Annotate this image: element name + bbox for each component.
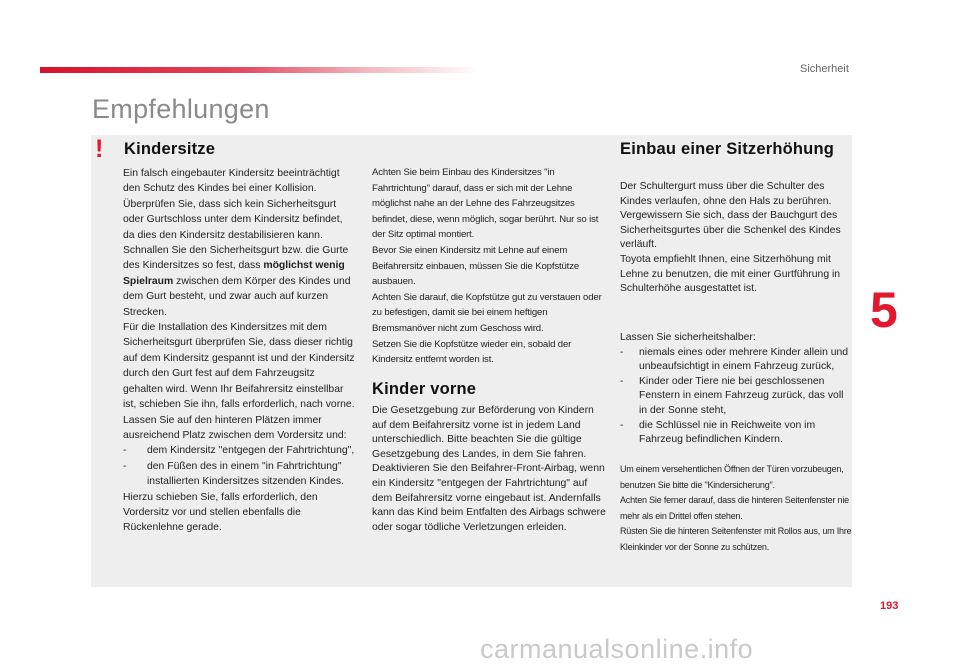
list-item: - die Schlüssel nie in Reichweite von im Fahrzeug befindlichen Kindern.	[620, 419, 816, 446]
list-item: - niemals eines oder mehrere Kinder allein und unbeaufsichtigt in einem Fahrzeug zurück,	[620, 346, 849, 373]
einbau-p5: Um einem versehentlichen Öffnen der Türen vorzubeugen, benutzen Sie bitte die "Kindersicherung".	[620, 464, 844, 490]
heading-kinder-vorne: Kinder vorne	[372, 380, 477, 398]
einbau-p1: Der Schultergurt muss über die Schulter des Kindes verlaufen, ohne den Hals zu berühren.	[620, 181, 832, 207]
header-accent-bar	[40, 67, 480, 73]
middle-p4: Setzen Sie die Kopfstütze wieder ein, sobald der Kindersitz entfernt worden ist.	[372, 338, 572, 366]
einbau-p4: Lassen Sie sicherheitshalber:	[620, 332, 756, 343]
watermark: carmanualsonline.info	[480, 634, 754, 664]
page-number: 193	[880, 600, 899, 612]
einbau-p3: Toyota empfiehlt Ihnen, eine Sitzerhöhung mit Lehne zu benutzen, die mit einer Gurtführung in Schulterhöhe ausgestattet ist.	[620, 253, 841, 295]
emphasis-spielraum: möglichst wenig Spielraum	[123, 260, 345, 287]
column-kindersitze	[123, 166, 355, 536]
chapter-number: 5	[870, 282, 898, 338]
einbau-p2: Vergewissern Sie sich, dass der Bauchgurt des Sicherheitsgurtes über die Schenkel des Kindes verläuft.	[620, 210, 841, 251]
heading-einbau: Einbau einer Sitzerhöhung	[620, 140, 835, 158]
column-einbau-safety	[620, 331, 852, 448]
middle-p1: Achten Sie beim Einbau des Kindersitzes "in Fahrtrichtung" darauf, dass er sich mit der Lehne möglichst nahe an der Lehne des Fahrzeugsitzes befindet, diese, wenn möglich, sogar berührt. Nur so ist der Sitz optimal montiert.	[372, 167, 599, 241]
list-item: - Kinder oder Tiere nie bei geschlossenen Fenstern in einem Fahrzeug zurück, das voll in der Sonne steht,	[620, 375, 844, 416]
kinder-vorne-p1: Die Gesetzgebung zur Beförderung von Kindern auf dem Beifahrersitz vorne ist in jedem Land unterschiedlich. Bitte beachten Sie die gültige Gesetzgebung des Landes, in dem Sie fahren.	[372, 405, 594, 460]
middle-p3: Achten Sie darauf, die Kopfstütze gut zu verstauen oder zu befestigen, damit sie bei einem heftigen Bremsmanöver nicht zum Geschoss wird.	[372, 291, 602, 334]
kindersitze-p4: Für die Installation des Kindersitzes mit dem Sicherheitsgurt überprüfen Sie, dass dieser richtig auf dem Kindersitz gespannt ist und der Kindersitz durch den Gurt fest auf dem Fahrzeugsitz gehalten wird. Wenn Ihr Beifahrersitz einstellbar ist, schieben Sie ihn, falls erforderlich, nach vorne.	[123, 322, 355, 411]
kindersitze-p2: Überprüfen Sie, dass sich kein Sicherheitsgurt oder Gurtschloss unter dem Kindersitz befindet, da dies den Kindersitz destabilisieren kann.	[123, 198, 343, 241]
kindersitze-p5: Lassen Sie auf den hinteren Plätzen immer ausreichend Platz zwischen dem Vordersitz und:	[123, 414, 347, 441]
kindersitze-p3: Schnallen Sie den Sicherheitsgurt bzw. die Gurte des Kindersitzes so fest, dass möglichst wenig Spielraum zwischen dem Körper des Kindes und dem Gurt besteht, und zwar auch auf kurzen Strecken.	[123, 245, 351, 318]
column-einbau	[620, 180, 852, 297]
kinder-vorne-p2: Deaktivieren Sie den Beifahrer-Front-Airbag, wenn ein Kindersitz "entgegen der Fahrtrichtung" auf dem Beifahrersitz vorne eingebaut ist. Andernfalls kann das Kind beim Entfalten des Airbags schwere oder sogar tödliche Verletzungen erleiden.	[372, 463, 606, 533]
page-title: Empfehlungen	[92, 94, 270, 124]
exclamation-icon: !	[95, 135, 104, 163]
kindersitze-p6: Hierzu schieben Sie, falls erforderlich, den Vordersitz vor und stellen ebenfalls die Rückenlehne gerade.	[123, 491, 318, 534]
column-kinder-vorne	[372, 404, 606, 535]
list-item: - den Füßen des in einem "in Fahrtrichtung" installierten Kindersitzes sitzenden Kindes.	[123, 460, 344, 488]
einbau-p7: Rüsten Sie die hinteren Seitenfenster mit Rollos aus, um Ihre Kleinkinder vor der Sonne zu schützen.	[620, 526, 852, 552]
column-middle-notes	[372, 165, 606, 368]
column-einbau-notes	[620, 462, 852, 555]
kindersitze-p1: Ein falsch eingebauter Kindersitz beeinträchtigt den Schutz des Kindes bei einer Kollision.	[123, 168, 340, 195]
middle-p2: Bevor Sie einen Kindersitz mit Lehne auf einem Beifahrersitz einbauen, müssen Sie die Kopfstütze ausbauen.	[372, 244, 580, 288]
heading-kindersitze: Kindersitze	[124, 140, 216, 158]
list-item: - dem Kindersitz "entgegen der Fahrtrichtung",	[123, 445, 355, 457]
section-name: Sicherheit	[800, 63, 849, 75]
einbau-p6: Achten Sie ferner darauf, dass die hinteren Seitenfenster nie mehr als ein Drittel offen stehen.	[620, 495, 849, 521]
